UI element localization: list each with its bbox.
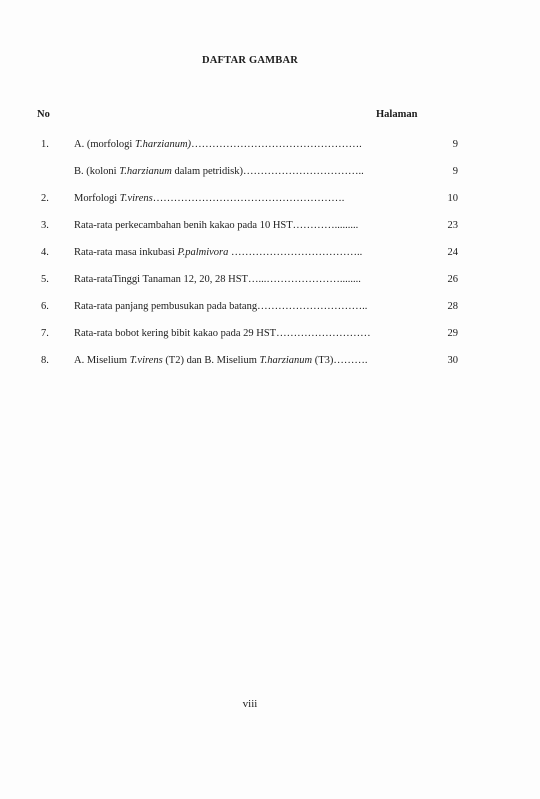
page-number: viii xyxy=(242,698,258,710)
list-item xyxy=(0,301,540,317)
list-item-page: 28 xyxy=(447,301,458,312)
list-item-page: 29 xyxy=(447,328,458,339)
list-item xyxy=(0,247,540,263)
list-item xyxy=(0,274,540,290)
list-item-page: 23 xyxy=(447,220,458,231)
list-item-number: 5. xyxy=(41,274,49,285)
list-item-number: 1. xyxy=(41,139,49,150)
list-item xyxy=(0,193,540,209)
list-item-caption: Morfologi T.virens………………………………………………. xyxy=(74,193,345,204)
list-item-caption: Rata-rataTinggi Tanaman 12, 20, 28 HST…...…………………........ xyxy=(74,274,361,285)
list-item xyxy=(0,328,540,344)
list-item-caption: Rata-rata masa inkubasi P.palmivora ……………………………….. xyxy=(74,247,363,258)
list-item-caption: A. (morfologi T.harzianum)…………………………………………. xyxy=(74,139,362,150)
list-item-number: 8. xyxy=(41,355,49,366)
list-item-page: 10 xyxy=(447,193,458,204)
list-item xyxy=(0,166,540,182)
list-item xyxy=(0,355,540,371)
list-item-number: 3. xyxy=(41,220,49,231)
list-item-caption: B. (koloni T.harzianum dalam petridisk)…………………………….. xyxy=(74,166,364,177)
list-item-caption: Rata-rata perkecambahan benih kakao pada 10 HST…………......... xyxy=(74,220,359,231)
page-title: DAFTAR GAMBAR xyxy=(201,55,299,66)
list-item-number: 7. xyxy=(41,328,49,339)
column-header-halaman: Halaman xyxy=(376,109,418,120)
list-item-caption: Rata-rata panjang pembusukan pada batang………………………….. xyxy=(74,301,368,312)
list-item-number: 2. xyxy=(41,193,49,204)
list-item xyxy=(0,220,540,236)
list-item-caption: Rata-rata bobot kering bibit kakao pada 29 HST……………………… xyxy=(74,328,371,339)
list-item xyxy=(0,139,540,155)
list-item-page: 9 xyxy=(452,139,458,150)
column-header-no: No xyxy=(37,109,50,120)
list-item-number: 6. xyxy=(41,301,49,312)
list-item-number: 4. xyxy=(41,247,49,258)
list-item-page: 9 xyxy=(452,166,458,177)
list-item-page: 30 xyxy=(447,355,458,366)
list-item-page: 26 xyxy=(447,274,458,285)
list-item-caption: A. Miselium T.virens (T2) dan B. Miselium T.harzianum (T3)………. xyxy=(74,355,368,366)
list-item-page: 24 xyxy=(447,247,458,258)
